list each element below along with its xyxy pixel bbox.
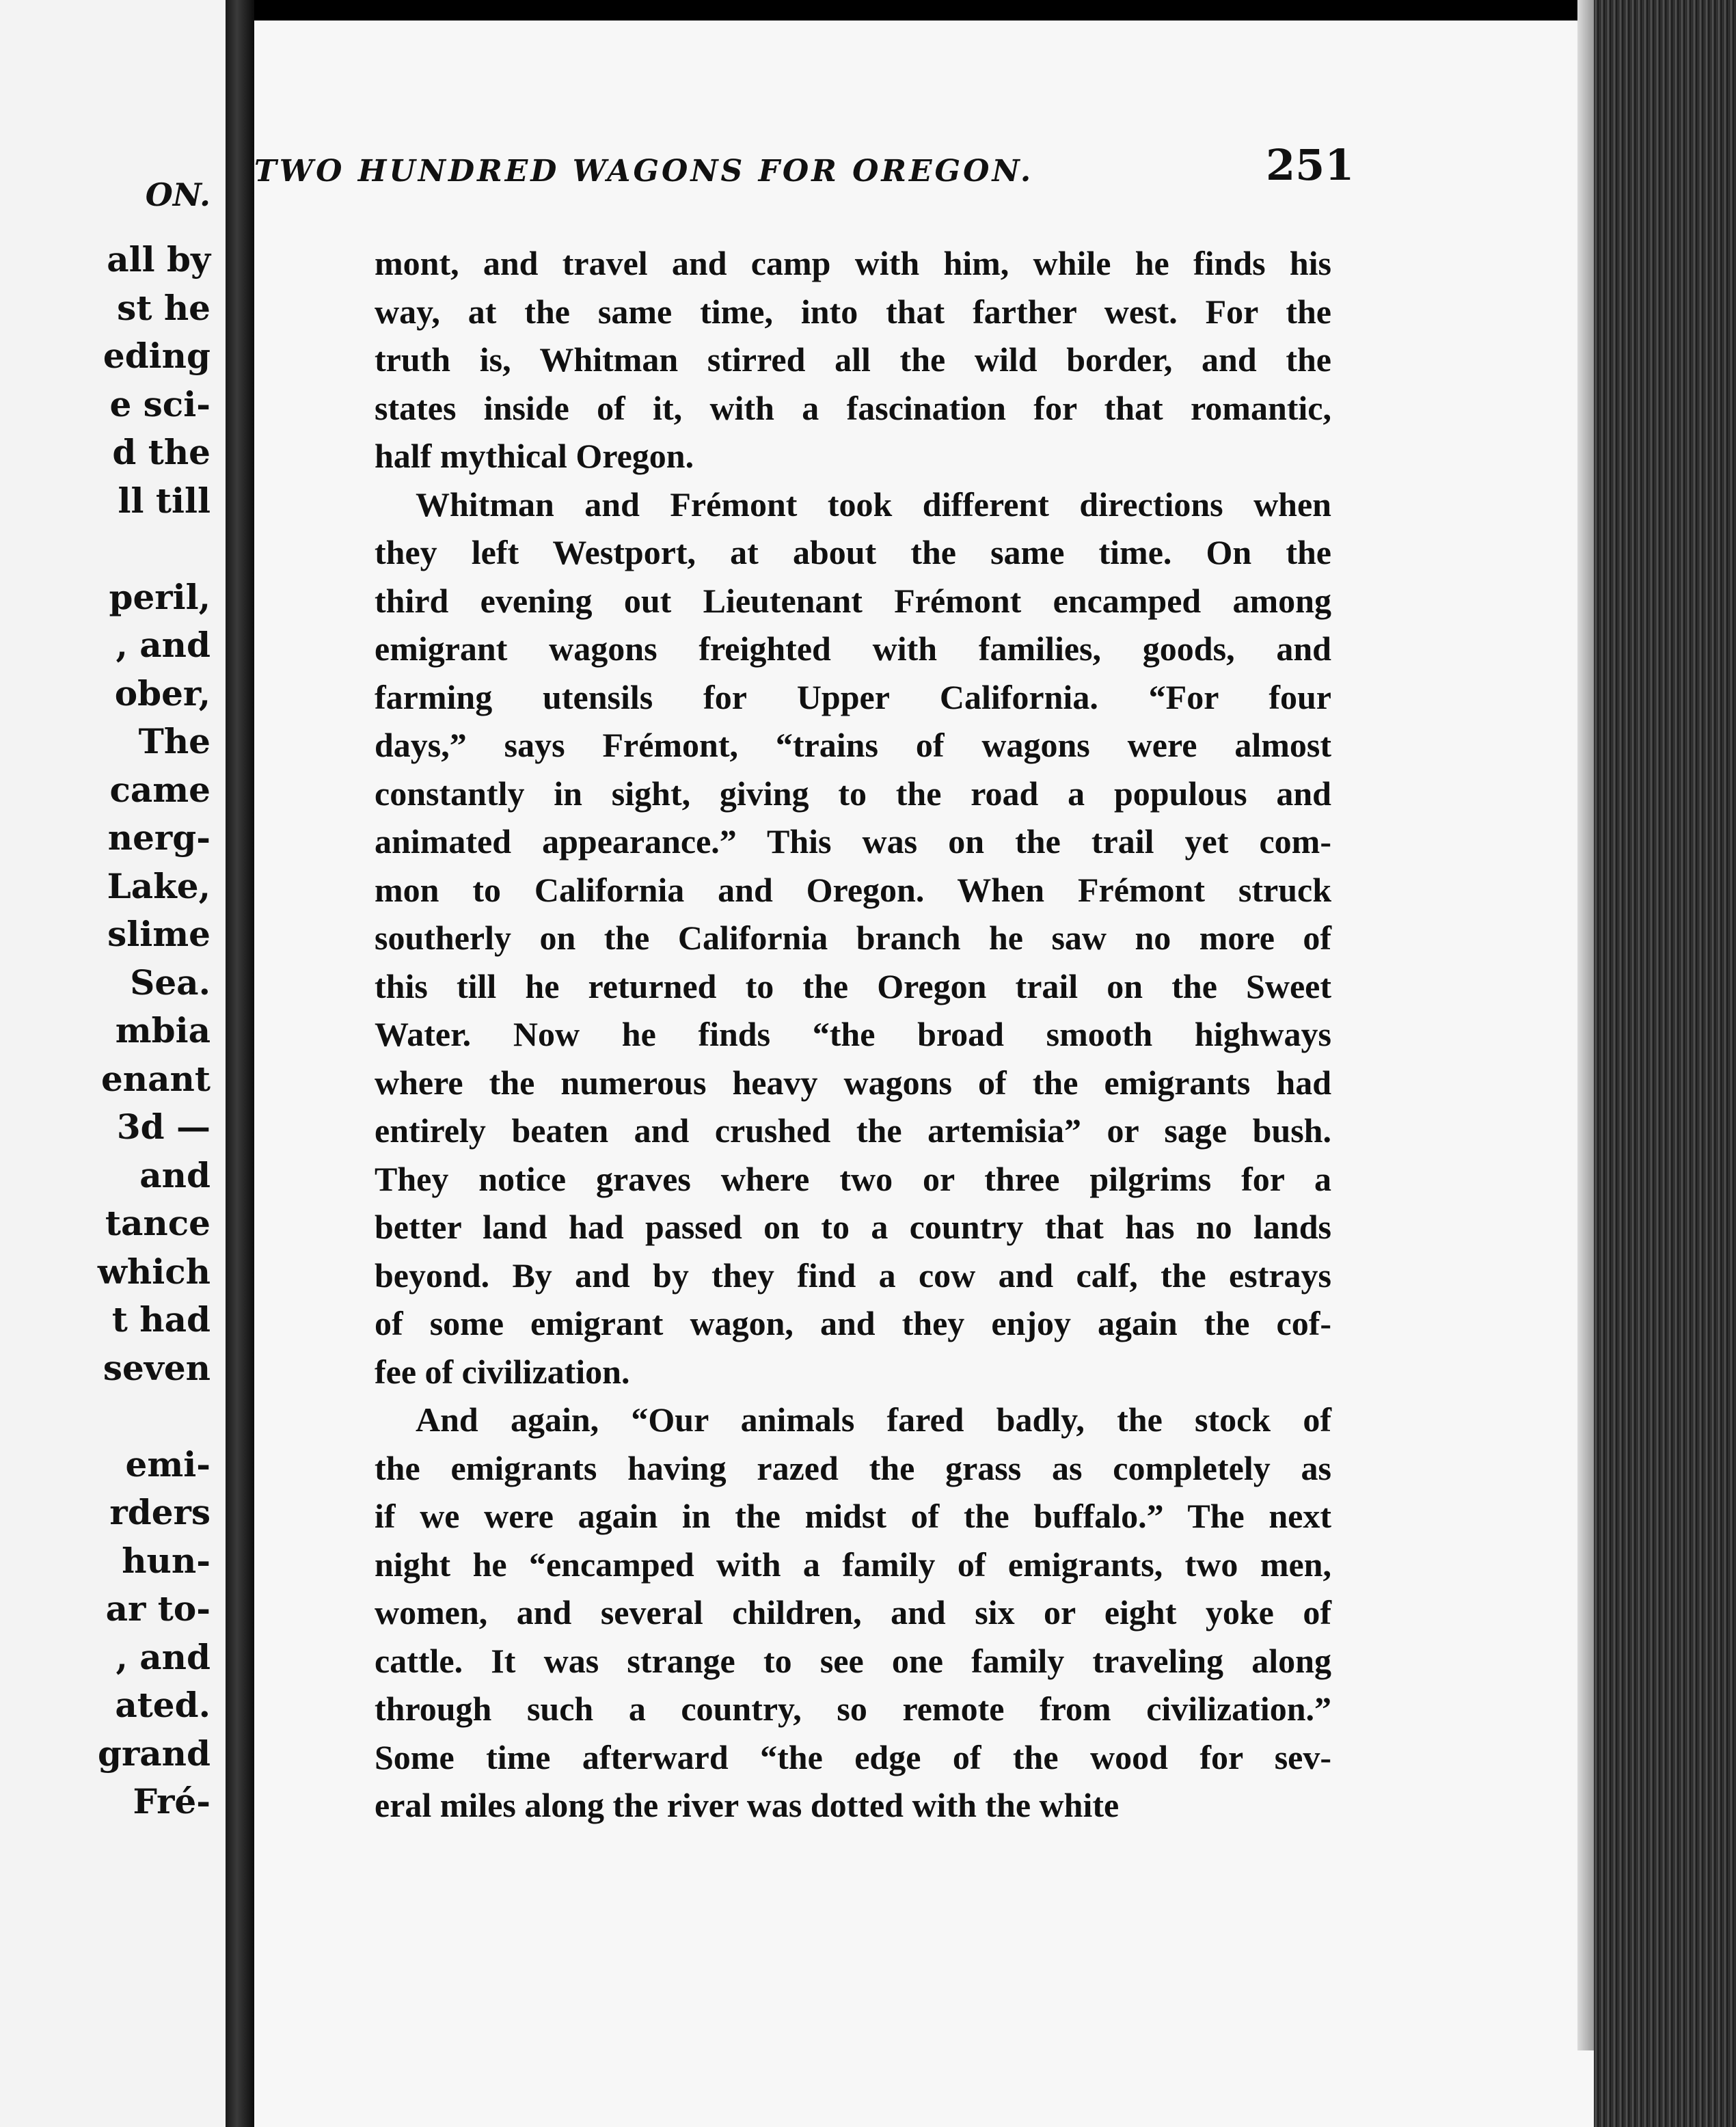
left-line-fragment: ated. (115, 1685, 211, 1725)
text-line: farming utensils for Upper California. “For four (375, 677, 1331, 716)
text-line: They notice graves where two or three pilgrims for a (375, 1159, 1331, 1198)
left-line-fragment: Lake, (107, 865, 211, 906)
text-line: Water. Now he finds “the broad smooth highways (375, 1015, 1331, 1053)
text-line: southerly on the California branch he saw no more of (375, 919, 1331, 957)
text-line: emigrant wagons freighted with families, goods, and (375, 629, 1331, 668)
text-line: mont, and travel and camp with him, while he finds his (375, 244, 1331, 282)
left-line-fragment: Fré- (133, 1781, 211, 1821)
text-line: animated appearance.” This was on the trail yet com- (375, 822, 1331, 861)
left-line-fragment: peril, (109, 576, 211, 617)
text-line: better land had passed on to a country that has no lands (375, 1208, 1331, 1246)
left-line-fragment: tance (105, 1203, 211, 1243)
text-line: they left Westport, at about the same time. On the (375, 533, 1331, 571)
text-line: Whitman and Frémont took different directions when (416, 485, 1331, 524)
text-line: the emigrants having razed the grass as completely as (375, 1448, 1331, 1487)
left-line-fragment: enant (100, 1058, 211, 1099)
text-line: And again, “Our animals fared badly, the stock of (416, 1400, 1331, 1439)
left-line-fragment: t had (111, 1299, 211, 1340)
text-line: women, and several children, and six or eight yoke of (375, 1593, 1331, 1631)
text-line: fee of civilization. (375, 1352, 630, 1391)
left-line-fragment: 3d — (116, 1107, 211, 1147)
text-line: states inside of it, with a fascination for that romantic, (375, 388, 1331, 427)
text-line: cattle. It was strange to see one family traveling along (375, 1641, 1331, 1680)
left-line-fragment: The (138, 721, 211, 761)
text-line: of some emigrant wagon, and they enjoy again the cof- (375, 1304, 1331, 1342)
left-facing-page (0, 0, 226, 2127)
left-line-fragment: which (97, 1251, 211, 1292)
running-title: TWO HUNDRED WAGONS FOR OREGON. (254, 154, 1034, 189)
text-line: constantly in sight, giving to the road a populous and (375, 774, 1331, 813)
left-line-fragment: , and (116, 625, 211, 665)
text-line: if we were again in the midst of the buffalo.” The next (375, 1497, 1331, 1535)
text-line: half mythical Oregon. (375, 437, 694, 475)
left-line-fragment: d the (112, 432, 211, 472)
left-line-fragment: all by (107, 239, 211, 280)
left-line-fragment: mbia (115, 1010, 211, 1051)
text-line: where the numerous heavy wagons of the emigrants had (375, 1063, 1331, 1102)
left-line-fragment: ober, (114, 673, 211, 714)
text-line: eral miles along the river was dotted with the white (375, 1786, 1120, 1824)
left-line-fragment: hun- (122, 1540, 211, 1581)
left-line-fragment: emi- (125, 1444, 211, 1485)
text-line: truth is, Whitman stirred all the wild border, and the (375, 340, 1331, 379)
left-line-fragment: and (139, 1154, 211, 1195)
left-line-fragment: ll till (118, 480, 211, 521)
text-line: this till he returned to the Oregon trail on the Sweet (375, 966, 1331, 1005)
left-line-fragment: came (109, 769, 211, 810)
text-line: third evening out Lieutenant Frémont encamped among (375, 581, 1331, 620)
left-line-fragment: seven (103, 1347, 211, 1388)
left-line-fragment: nerg- (107, 817, 211, 858)
text-line: way, at the same time, into that farther west. For the (375, 292, 1331, 331)
text-line: mon to California and Oregon. When Frémont struck (375, 870, 1331, 909)
left-running-header-fragment: ON. (145, 176, 211, 213)
left-line-fragment: st he (117, 287, 211, 328)
left-line-fragment: rders (109, 1492, 211, 1532)
left-line-fragment: Sea. (130, 962, 211, 1003)
text-line: beyond. By and by they find a cow and calf, the estrays (375, 1256, 1331, 1295)
left-line-fragment: e sci- (109, 383, 211, 424)
left-line-fragment: grand (97, 1733, 211, 1774)
body-text (375, 239, 1331, 1830)
book-gutter (226, 0, 254, 2127)
text-line: through such a country, so remote from civilization.” (375, 1690, 1331, 1728)
left-line-fragment: ar to- (105, 1588, 211, 1629)
left-line-fragment: eding (103, 336, 211, 376)
page-edges (1594, 0, 1736, 2127)
page-number: 251 (1266, 140, 1355, 190)
left-line-fragment: slime (107, 914, 211, 954)
text-line: days,” says Frémont, “trains of wagons were almost (375, 726, 1331, 764)
text-line: entirely beaten and crushed the artemisia” or sage bush. (375, 1111, 1331, 1150)
left-line-fragment: , and (116, 1636, 211, 1677)
text-line: night he “encamped with a family of emigrants, two men, (375, 1545, 1331, 1584)
text-line: Some time afterward “the edge of the wood for sev- (375, 1737, 1331, 1776)
